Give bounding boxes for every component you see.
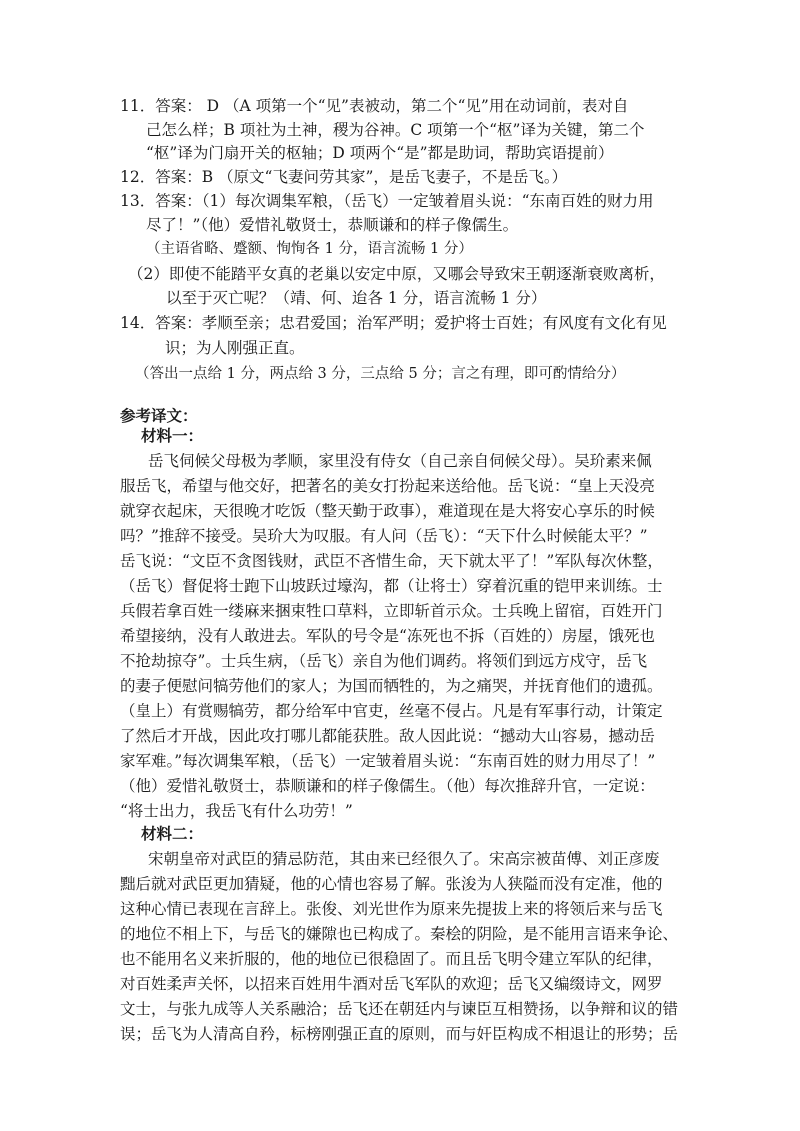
material-1-line: 兵假若拿百姓一缕麻来捆束牲口草料，立即斩首示众。士兵晚上留宿，百姓开门 xyxy=(120,602,663,620)
answer-13-scoring-1: （主语省略、蹙额、恂恂各 1 分，语言流畅 1 分） xyxy=(146,241,473,257)
answer-14-line-2: 识；为人刚强正直。 xyxy=(165,339,305,357)
material-1-line: 家军难。”每次调集军粮，（岳飞）一定皱着眉头说：“东南百姓的财力用尽了！” xyxy=(120,752,656,770)
material-1-line: 了然后才开战，因此攻打哪儿都能获胜。敌人因此说：“撼动大山容易，撼动岳 xyxy=(120,727,655,745)
material-1-line: 不抢劫掠夺”。士兵生病，（岳飞）亲自为他们调药。将领们到远方戍守，岳飞 xyxy=(120,652,648,670)
material-2-line: 这种心情已表现在言辞上。张俊、刘光世作为原来先提拔上来的将领后来与岳飞 xyxy=(120,900,663,918)
answer-13-line-4: （2）即使不能踏平女真的老巢以安定中原，又哪会导致宋王朝逐渐衰败离析， xyxy=(128,265,665,283)
material-1-line: 就穿衣起床，天很晚才吃饭（整天勤于政事），难道现在是大将安心享乐的时候 xyxy=(120,502,655,520)
material-2-line: 也不能用名义来折服的，他的地位已很稳固了。而且岳飞明令建立军队的纪律， xyxy=(120,950,663,968)
material-2-line: 文士，与张九成等人关系融洽；岳飞还在朝廷内与谏臣互相赞扬，以争辩和议的错 xyxy=(120,1000,679,1018)
answer-14-scoring: （答出一点给 1 分，两点给 3 分，三点给 5 分；言之有理，即可酌情给分） xyxy=(135,366,626,382)
answer-13-line-5: 以至于灭亡呢？（靖、何、迨各 1 分，语言流畅 1 分） xyxy=(166,289,547,307)
material-1-line: （岳飞）督促将士跑下山坡跃过壕沟，都（让将士）穿着沉重的铠甲来训练。士 xyxy=(120,577,663,595)
answer-13-line-1: 13．答案：（1）每次调集军粮，（岳飞）一定皱着眉头说：“东南百姓的财力用 xyxy=(120,192,654,210)
material-2-line: 的地位不相上下，与岳飞的嫌隙也已构成了。秦桧的阴险，是不能用言语来争论、 xyxy=(120,925,679,943)
answer-12-line-1: 12．答案：B （原文“飞妻问劳其家”，是岳飞妻子，不是岳飞。） xyxy=(120,168,568,186)
material-1-title: 材料一： xyxy=(141,426,204,445)
material-1-line: 吗？”推辞不接受。吴玠大为叹服。有人问（岳飞）：“天下什么时候能太平？” xyxy=(120,527,648,545)
material-1-line: 岳飞伺候父母极为孝顺，家里没有侍女（自己亲自伺候父母）。吴玠素来佩 xyxy=(148,452,652,470)
material-1-line: 服岳飞，希望与他交好，把著名的美女打扮起来送给他。岳飞说：“皇上天没亮 xyxy=(120,477,655,495)
answer-11-line-2: 己怎么样；B 项社为土神，稷为谷神。C 项第一个“枢”译为关键，第二个 xyxy=(146,121,645,139)
material-1-line: 的妻子便慰问犒劳他们的家人；为国而牺牲的，为之痛哭，并抚育他们的遗孤。 xyxy=(120,677,663,695)
material-1-line: “将士出力，我岳飞有什么功劳！” xyxy=(120,802,353,820)
material-2-line: 宋朝皇帝对武臣的猜忌防范，其由来已经很久了。宋高宗被苗傅、刘正彦废 xyxy=(148,850,660,868)
material-1-line: 岳飞说：“文臣不贪图钱财，武臣不吝惜生命，天下就太平了！”军队每次休整， xyxy=(120,552,663,570)
material-2-title: 材料二： xyxy=(141,824,204,843)
material-1-line: （他）爱惜礼敬贤士，恭顺谦和的样子像儒生。（他）每次推辞升官，一定说： xyxy=(120,777,655,795)
answer-11-line-3: “枢”译为门扇开关的枢轴；D 项两个“是”都是助词，帮助宾语提前） xyxy=(146,144,614,162)
answer-11-line-1: 11．答案： D （A 项第一个“见”表被动，第二个“见”用在动词前，表对自 xyxy=(120,97,629,115)
material-2-line: 误；岳飞为人清高自矜，标榜刚强正直的原则，而与奸臣构成不相退让的形势；岳 xyxy=(120,1025,679,1043)
answer-13-line-2: 尽了！”（他）爱惜礼敬贤士，恭顺谦和的样子像儒生。 xyxy=(146,216,519,234)
material-2-line: 对百姓柔声关怀，以招来百姓用牛酒对岳飞军队的欢迎；岳飞又编缀诗文，网罗 xyxy=(120,975,663,993)
material-1-line: 希望接纳，没有人敢进去。军队的号令是“冻死也不拆（百姓的）房屋，饿死也 xyxy=(120,627,655,645)
answer-14-line-1: 14．答案：孝顺至亲；忠君爱国；治军严明；爱护将士百姓；有风度有文化有见 xyxy=(120,314,667,332)
material-2-line: 黜后就对武臣更加猜疑，他的心情也容易了解。张浚为人狭隘而没有定准，他的 xyxy=(120,875,663,893)
material-1-line: （皇上）有赏赐犒劳，都分给军中官吏，丝毫不侵占。凡是有军事行动，计策定 xyxy=(120,702,663,720)
translation-heading: 参考译文： xyxy=(120,406,198,425)
